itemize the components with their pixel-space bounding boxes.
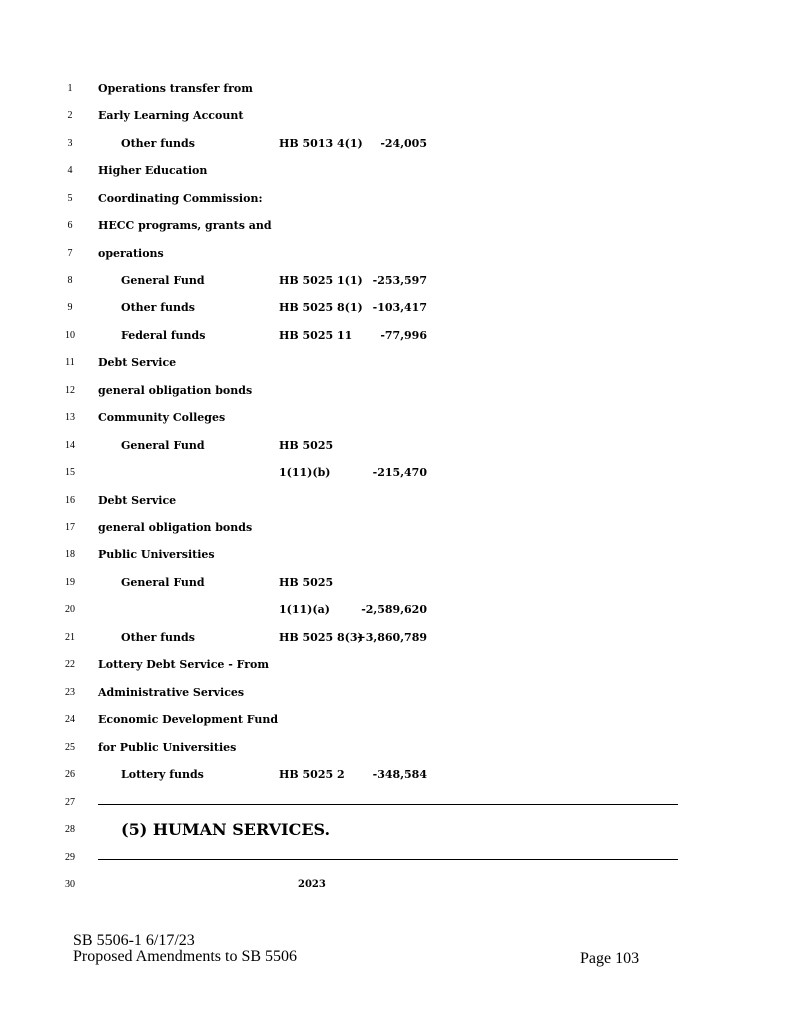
line-text: Public Universities (98, 548, 215, 561)
fund-label: General Fund (121, 439, 205, 452)
line-number: 25 (65, 742, 75, 753)
line-number: 24 (65, 714, 75, 725)
line-text: Lottery Debt Service - From (98, 658, 270, 671)
line-number: 17 (65, 522, 75, 533)
fund-label: Other funds (121, 301, 195, 314)
line-22 (0, 656, 800, 674)
line-2 (0, 107, 800, 125)
line-16 (0, 492, 800, 510)
line-13 (0, 409, 800, 427)
line-3 (0, 135, 800, 153)
line-number: 6 (67, 220, 73, 231)
line-26 (0, 766, 800, 784)
line-number: 8 (67, 275, 73, 286)
line-9 (0, 299, 800, 317)
line-30 (0, 876, 800, 894)
line-text: Debt Service (98, 494, 177, 507)
fund-label: Other funds (121, 631, 195, 644)
line-number: 29 (65, 852, 75, 863)
line-text: Economic Development Fund (98, 713, 279, 726)
line-number: 7 (67, 248, 73, 259)
amount: -348,584 (372, 768, 427, 781)
line-25 (0, 739, 800, 757)
line-6 (0, 217, 800, 235)
horizontal-rule (98, 804, 678, 805)
line-text: Administrative Services (98, 686, 245, 699)
line-number: 30 (65, 879, 75, 890)
bill-reference: HB 5025 2 (279, 768, 345, 781)
line-number: 14 (65, 440, 75, 451)
line-number: 26 (65, 769, 75, 780)
bill-reference: HB 5025 11 (279, 329, 353, 342)
line-number: 21 (65, 632, 75, 643)
amount: +3,860,789 (356, 631, 427, 644)
page-number: Page 103 (580, 950, 640, 967)
line-number: 23 (65, 687, 75, 698)
line-14 (0, 437, 800, 455)
line-21 (0, 629, 800, 647)
line-15 (0, 464, 800, 482)
horizontal-rule (98, 859, 678, 860)
line-text: HECC programs, grants and (98, 219, 272, 232)
line-text: general obligation bonds (98, 521, 253, 534)
line-number: 9 (67, 302, 73, 313)
line-number: 10 (65, 330, 75, 341)
amount: -77,996 (380, 329, 427, 342)
amount: -253,597 (372, 274, 427, 287)
line-text: Higher Education (98, 164, 208, 177)
line-number: 22 (65, 659, 75, 670)
line-number: 12 (65, 385, 75, 396)
line-27 (0, 794, 800, 812)
amount: -24,005 (380, 137, 427, 150)
line-number: 19 (65, 577, 75, 588)
footer-document-title: Proposed Amendments to SB 5506 (73, 948, 298, 965)
bill-reference: HB 5025 8(3) (279, 631, 363, 644)
line-7 (0, 245, 800, 263)
line-number: 3 (67, 138, 73, 149)
line-number: 20 (65, 604, 75, 615)
line-24 (0, 711, 800, 729)
line-18 (0, 546, 800, 564)
bill-reference: HB 5025 1(1) (279, 274, 363, 287)
line-number: 28 (65, 824, 75, 835)
line-text: for Public Universities (98, 741, 237, 754)
bill-reference: HB 5025 (279, 439, 334, 452)
line-text: Operations transfer from (98, 82, 253, 95)
year-label: 2023 (298, 879, 326, 890)
line-text: Community Colleges (98, 411, 226, 424)
line-number: 27 (65, 797, 75, 808)
fund-label: Other funds (121, 137, 195, 150)
bill-reference: HB 5025 (279, 576, 334, 589)
bill-reference: HB 5013 4(1) (279, 137, 363, 150)
line-number: 18 (65, 549, 75, 560)
line-17 (0, 519, 800, 537)
line-text: operations (98, 247, 164, 260)
line-5 (0, 190, 800, 208)
fund-label: General Fund (121, 274, 205, 287)
line-number: 13 (65, 412, 75, 423)
fund-label: Lottery funds (121, 768, 204, 781)
fund-label: Federal funds (121, 329, 206, 342)
fund-label: General Fund (121, 576, 205, 589)
line-text: Early Learning Account (98, 109, 244, 122)
line-1 (0, 80, 800, 98)
amount: -215,470 (372, 466, 427, 479)
line-number: 5 (67, 193, 73, 204)
line-4 (0, 162, 800, 180)
line-number: 11 (65, 357, 75, 368)
line-29 (0, 849, 800, 867)
bill-reference: 1(11)(b) (279, 466, 331, 479)
line-19 (0, 574, 800, 592)
line-number: 2 (67, 110, 73, 121)
line-23 (0, 684, 800, 702)
line-10 (0, 327, 800, 345)
line-8 (0, 272, 800, 290)
line-text: Debt Service (98, 356, 177, 369)
line-20 (0, 601, 800, 619)
line-number: 15 (65, 467, 75, 478)
line-12 (0, 382, 800, 400)
line-number: 16 (65, 495, 75, 506)
footer-bill-id: SB 5506-1 6/17/23 (73, 932, 195, 949)
line-number: 4 (67, 165, 73, 176)
amount: -2,589,620 (361, 603, 427, 616)
amount: -103,417 (372, 301, 427, 314)
line-text: Coordinating Commission: (98, 192, 263, 205)
section-heading: (5) HUMAN SERVICES. (121, 820, 331, 839)
line-number: 1 (67, 83, 73, 94)
line-11 (0, 354, 800, 372)
line-28 (0, 821, 800, 839)
line-text: general obligation bonds (98, 384, 253, 397)
bill-reference: HB 5025 8(1) (279, 301, 363, 314)
bill-reference: 1(11)(a) (279, 603, 330, 616)
